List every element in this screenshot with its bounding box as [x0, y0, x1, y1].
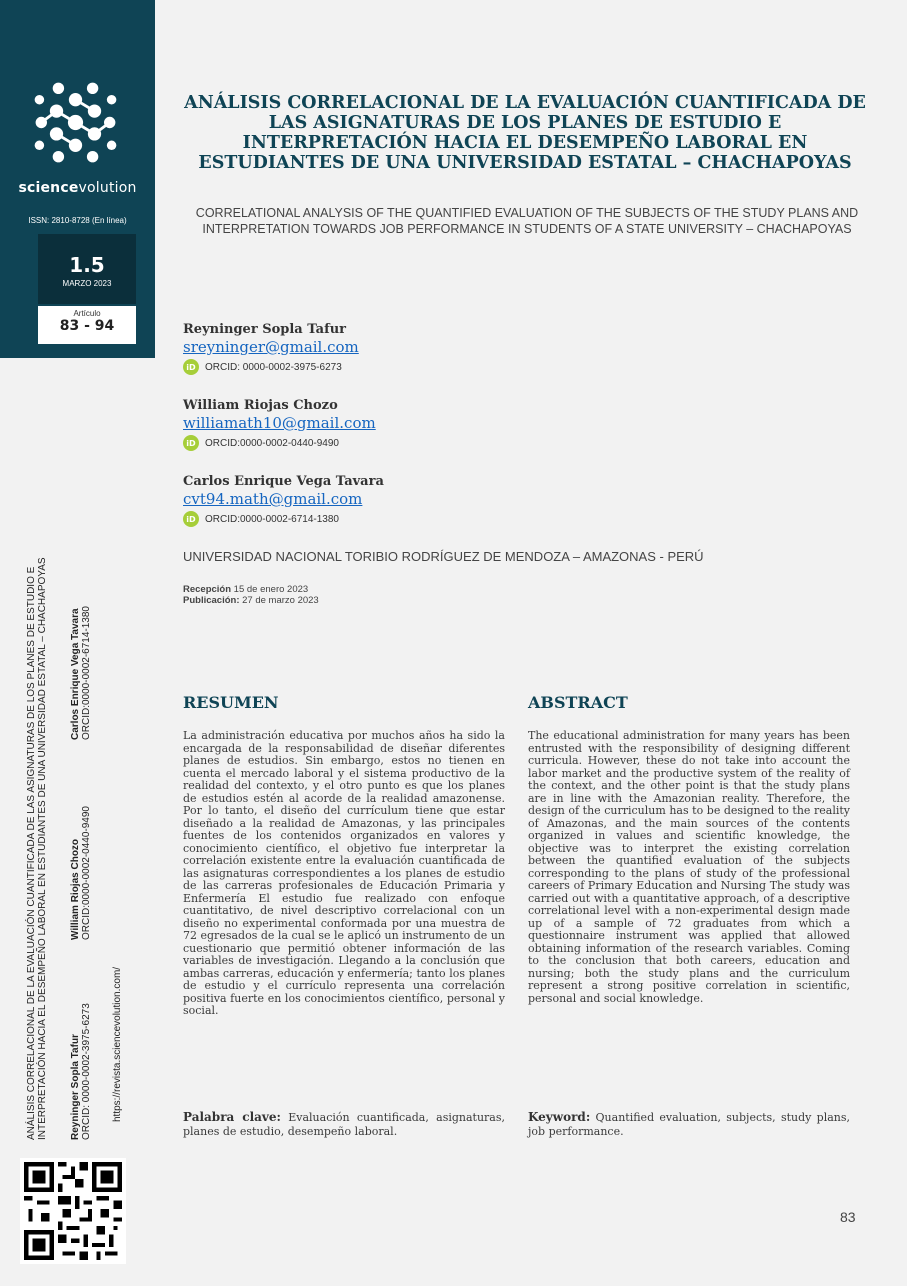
author-email-link[interactable]: williamath10@gmail.com	[183, 414, 376, 432]
vertical-author-orcid: ORCID: 0000-0002-3975-6273	[81, 1003, 92, 1140]
abstract-text: The educational administration for many years has been entrusted with the responsibility of designing different curricula. However, these do not take into account the labor market and the productive system of the reality of the context, and the other point is that the study plans are in line with the Amazonian reality. Therefore, the design of the curriculum has to be designed to the reality of Amazonas, and the main sources of the contents organized in values and scientific knowledge, the objective was to interpret the existing correlation between the quantified evaluation of the subjects corresponding to the plans of study of the professional careers of Primary Education and Nursing The study was carried out with a quantitative approach, of a descriptive correlational level with a non-experimental design made up of a sample of 72 graduates from which a questionnaire instrument was applied that allowed obtaining information of the research variables. Coming to the conclusion that both careers, education and nursing; both the study plans and the curriculum represent a strong positive correlation in scientific, personal and social knowledge.	[528, 729, 850, 1005]
author-orcid[interactable]	[183, 435, 376, 451]
author-name: Carlos Enrique Vega Tavara	[183, 474, 384, 489]
author-block-2	[183, 398, 376, 451]
vertical-author-3	[70, 606, 92, 740]
page-number: 83	[840, 1209, 856, 1225]
author-orcid[interactable]	[183, 359, 359, 375]
orcid-icon: iD	[183, 435, 199, 451]
volume-date: MARZO 2023	[62, 279, 112, 288]
author-email-link[interactable]: cvt94.math@gmail.com	[183, 490, 363, 508]
reception-date	[183, 584, 319, 595]
publication-value: 27 de marzo 2023	[239, 595, 319, 606]
article-label: Artículo	[73, 309, 101, 318]
keywords-text: Evaluación cuantificada, asignaturas, planes de estudio, desempeño laboral.	[183, 1111, 506, 1138]
vertical-author-1	[70, 1003, 92, 1140]
abstract-keywords	[528, 1110, 850, 1139]
resumen-text: La administración educativa por muchos años ha sido la encargada de la responsabilidad de diseñar diferentes planes de estudios. Sin embargo, estos no tienen en cuenta el mercado laboral y el sistema productivo de la realidad del contexto, y el otro punto es que los planes de estudios estén al acorde de la realidad amazonense. Por lo tanto, el diseño del currículum tiene que estar diseñado a la realidad de Amazonas, y las principales fuentes de los contenidos organizados en valores y conocimiento científico, el objetivo fue interpretar la correlación existente entre la evaluación cuantificada de las asignaturas correspondientes a los planes de estudio de las carreras profesionales de Educación Primaria y Enfermería El estudio fue realizado con enfoque cuantitativo, de nivel descriptivo correlacional con un diseño no experimental conformada por una muestra de 72 egresados de la cual se le aplicó un instrumento de un cuestionario que permitió obtener información de las variables de investigación. Llegando a la conclusión que ambas carreras, educación y enfermería; tanto los planes de estudio y el currículo representa una correlación positiva fuerte en los conocimientos científico, personal y social.	[183, 729, 505, 1017]
article-subtitle: CORRELATIONAL ANALYSIS OF THE QUANTIFIED EVALUATION OF THE SUBJECTS OF THE STUDY PLANS AND INTERPRETATION TOWARDS JOB PERFORMANCE IN STUDENTS OF A STATE UNIVERSITY – CHACHAPOYAS	[195, 206, 859, 236]
article-box	[38, 306, 136, 344]
reception-label: Recepción	[183, 584, 232, 595]
article-pages: 83 - 94	[59, 318, 115, 334]
resumen-heading: RESUMEN	[183, 693, 279, 712]
orcid-icon: iD	[183, 511, 199, 527]
article-dates	[183, 584, 319, 606]
vertical-author-name: Carlos Enrique Vega Tavara	[70, 608, 81, 740]
qr-code-icon	[20, 1158, 126, 1264]
orcid-icon: iD	[183, 359, 199, 375]
author-orcid[interactable]	[183, 511, 384, 527]
volume-number: 1.5	[69, 253, 105, 277]
orcid-text: ORCID:0000-0002-6714-1380	[205, 513, 339, 525]
brand-bold: science	[18, 180, 79, 196]
author-block-3	[183, 474, 384, 527]
orcid-text: ORCID:0000-0002-0440-9490	[205, 437, 339, 449]
sidebar-panel	[0, 0, 155, 358]
volume-box	[38, 234, 136, 304]
sciencevolution-logo-icon	[28, 75, 123, 170]
vertical-author-orcid: ORCID:0000-0002-0440-9490	[81, 806, 92, 940]
issn: ISSN: 2810-8728 (En línea)	[28, 216, 127, 225]
vertical-author-name: William Riojas Chozo	[70, 838, 81, 940]
vertical-author-name: Reyninger Sopla Tafur	[70, 1034, 81, 1140]
author-block-1	[183, 322, 359, 375]
publication-label: Publicación:	[183, 595, 240, 606]
author-name: Reyninger Sopla Tafur	[183, 322, 346, 337]
keywords-label: Palabra clave:	[183, 1110, 281, 1124]
vertical-author-2	[70, 806, 92, 940]
brand-name	[0, 180, 155, 196]
article-title: ANÁLISIS CORRELACIONAL DE LA EVALUACIÓN CUANTIFICADA DE LAS ASIGNATURAS DE LOS PLANES DE ESTUDIO E INTERPRETACIÓN HACIA EL DESEMPEÑO LABORAL EN ESTUDIANTES DE UNA UNIVERSIDAD ESTATAL – CHACHAPOYAS	[184, 93, 866, 173]
publication-date	[183, 595, 319, 606]
brand-rest: volution	[78, 180, 137, 196]
keywords-text: Quantified evaluation, subjects, study plans, job performance.	[528, 1111, 850, 1138]
reception-value: 15 de enero 2023	[231, 584, 309, 595]
vertical-author-orcid: ORCID:0000-0002-6714-1380	[81, 606, 92, 740]
abstract-heading: ABSTRACT	[528, 693, 628, 712]
orcid-text: ORCID: 0000-0002-3975-6273	[205, 361, 342, 373]
author-name: William Riojas Chozo	[183, 398, 338, 413]
university-affiliation: UNIVERSIDAD NACIONAL TORIBIO RODRÍGUEZ DE MENDOZA – AMAZONAS - PERÚ	[183, 549, 704, 564]
author-email-link[interactable]: sreyninger@gmail.com	[183, 338, 359, 356]
resumen-keywords	[183, 1110, 505, 1139]
keywords-label: Keyword:	[528, 1110, 591, 1124]
journal-url[interactable]: https://revista.sciencevolution.com/	[112, 966, 123, 1122]
vertical-title: ANÁLISIS CORRELACIONAL DE LA EVALUACIÓN CUANTIFICADA DE LAS ASIGNATURAS DE LOS PLANES DE ESTUDIO E INTERPRETACIÓN HACIA EL DESEMPEÑO LABORAL EN ESTUDIANTES DE UNA UNIVERSIDAD ESTATAL – CHACHAPOYAS	[26, 557, 48, 1140]
